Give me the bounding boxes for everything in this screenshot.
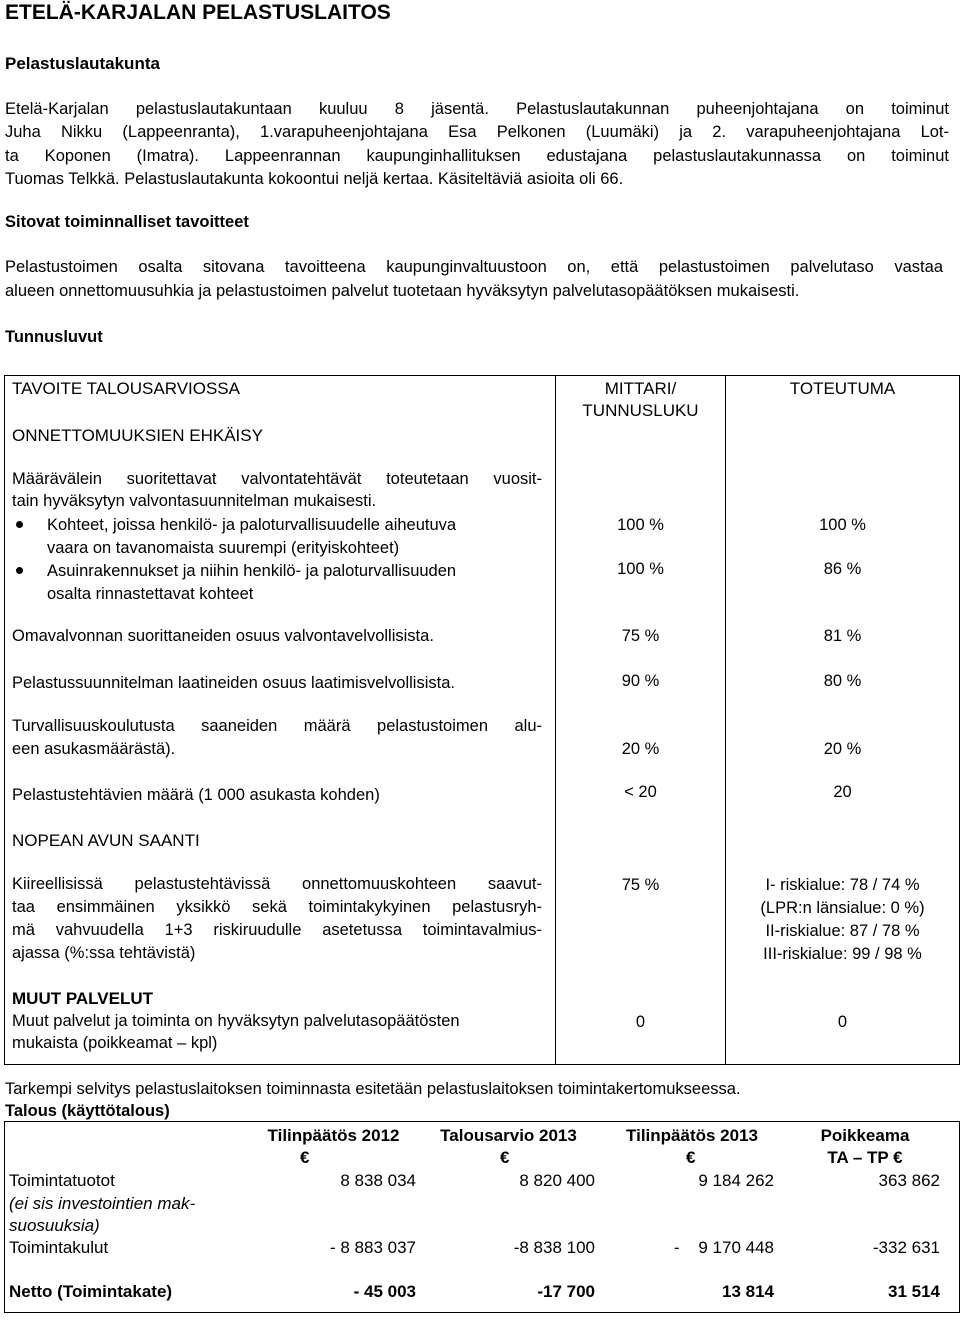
row-rescue-tasks-label: Pelastustehtävien määrä (1 000 asukasta kohden) — [12, 786, 380, 804]
bullet-dot-icon — [16, 521, 23, 528]
other-services-title: MUUT PALVELUT — [12, 989, 154, 1008]
finance-table-left-border — [4, 1121, 5, 1313]
goals-title: Sitovat toiminnalliset tavoitteet — [5, 213, 249, 231]
finance-row-net-value-4: 31 514 — [888, 1282, 940, 1301]
bullet-1-result: 100 % — [819, 516, 866, 534]
finance-row-expenses-value-4: -332 631 — [872, 1238, 940, 1257]
finance-col-4-label: Poikkeama — [820, 1126, 910, 1145]
bullet-2-metric: 100 % — [617, 560, 664, 578]
finance-row-income-note-1: (ei sis investointien mak- — [9, 1194, 196, 1213]
intro-line-2: Juha Nikku (Lappeenranta), 1.varapuheenjohtajana Esa Pelkonen (Luumäki) ja 2. varapuheenjohtajana Lot- — [5, 123, 949, 141]
other-services-metric: 0 — [635, 1013, 646, 1031]
row-self-inspection-metric: 75 % — [621, 627, 660, 645]
bullet-1-metric: 100 % — [617, 516, 664, 534]
other-services-line-2: mukaista (poikkeamat – kpl) — [12, 1034, 218, 1052]
kpi-table-left-border — [4, 375, 5, 1065]
finance-row-income-note-2: suosuuksia) — [9, 1216, 100, 1235]
intro-line-1: Etelä-Karjalan pelastuslautakuntaan kuuluu 8 jäsentä. Pelastuslautakunnan puheenjohtajana on toiminut — [5, 100, 949, 118]
row-rescue-plan-metric: 90 % — [621, 672, 660, 690]
finance-col-2-label: Talousarvio 2013 — [440, 1126, 577, 1145]
col-header-target: TAVOITE TALOUSARVIOSSA — [12, 379, 240, 398]
finance-row-net-value-2: -17 700 — [537, 1282, 595, 1301]
finance-col-2-unit: € — [500, 1148, 510, 1167]
finance-row-expenses-value-3: - 9 170 448 — [673, 1238, 774, 1257]
first-aid-metric: 75 % — [621, 876, 660, 894]
row-rescue-plan-label: Pelastussuunnitelman laatineiden osuus laatimisvelvollisista. — [12, 674, 455, 692]
bullet-1-line-2: vaara on tavanomaista suurempi (erityiskohteet) — [47, 539, 400, 557]
finance-row-net-value-1: - 45 003 — [353, 1282, 416, 1301]
finance-row-income-value-1: 8 838 034 — [340, 1171, 416, 1190]
row-self-inspection-result: 81 % — [823, 627, 862, 645]
bullet-dot-icon — [16, 567, 23, 574]
finance-col-1-label: Tilinpäätös 2012 — [267, 1126, 400, 1145]
bullet-2-line-1: Asuinrakennukset ja niihin henkilö- ja paloturvallisuuden — [47, 562, 457, 580]
org-title: ETELÄ-KARJALAN PELASTUSLAITOS — [5, 1, 391, 24]
finance-col-1-unit: € — [300, 1148, 310, 1167]
finance-row-expenses-label: Toimintakulut — [9, 1238, 109, 1257]
finance-row-expenses-value-2: -8 838 100 — [513, 1238, 595, 1257]
finance-row-expenses-value-1: - 8 883 037 — [329, 1238, 416, 1257]
bullet-2-line-2: osalta rinnastettavat kohteet — [47, 585, 254, 603]
kpi-table-bottom-border — [4, 1064, 960, 1065]
finance-col-3-label: Tilinpäätös 2013 — [626, 1126, 758, 1145]
first-aid-result-1: I- riskialue: 78 / 74 % — [765, 876, 920, 894]
other-services-result: 0 — [837, 1013, 848, 1031]
col-header-result: TOTEUTUMA — [789, 379, 896, 398]
kpi-table-top-border — [4, 375, 960, 376]
col-header-metric-1: MITTARI/ — [604, 379, 677, 398]
finance-table-bottom-border — [4, 1312, 960, 1313]
first-aid-result-4: III-riskialue: 99 / 98 % — [763, 945, 922, 963]
row-safety-training-line-2: een asukasmäärästä). — [12, 740, 176, 758]
bullet-2-result: 86 % — [823, 560, 862, 578]
col-header-metric-2: TUNNUSLUKU — [582, 401, 699, 420]
first-aid-title: NOPEAN AVUN SAANTI — [12, 831, 200, 850]
intro-line-4: Tuomas Telkkä. Pelastuslautakunta kokoontui neljä kertaa. Käsiteltäviä asioita oli 66. — [5, 170, 624, 188]
finance-row-net-label: Netto (Toimintakate) — [9, 1282, 173, 1301]
first-aid-result-3: II-riskialue: 87 / 78 % — [765, 922, 920, 940]
goals-line-2: alueen onnettomuusuhkia ja pelastustoimen palvelut tuotetaan hyväksytyn palvelutasopäätöksen mukaisesti. — [5, 282, 800, 300]
finance-table-top-border — [4, 1121, 960, 1122]
finance-col-4-unit: TA – TP € — [827, 1148, 903, 1167]
finance-row-income-value-4: 363 862 — [878, 1171, 940, 1190]
finance-title: Talous (käyttötalous) — [5, 1102, 170, 1120]
first-aid-line-3: mä vahvuudella 1+3 riskiruudulle asetetussa toimintavalmius- — [12, 921, 542, 939]
kpi-heading: Tunnusluvut — [5, 328, 103, 346]
row-rescue-plan-result: 80 % — [823, 672, 862, 690]
other-services-line-1: Muut palvelut ja toiminta on hyväksytyn palvelutasopäätösten — [12, 1012, 460, 1030]
intro-line-3: ta Koponen (Imatra). Lappeenrannan kaupunginhallituksen edustajana pelastuslautakunnassa on toiminut — [5, 147, 949, 165]
finance-col-3-unit: € — [686, 1148, 696, 1167]
first-aid-line-1: Kiireellisissä pelastustehtävissä onnettomuuskohteen saavut- — [12, 875, 542, 893]
section-title: Pelastuslautakunta — [5, 54, 160, 73]
accident-prevention-intro-1: Määrävälein suoritettavat valvontatehtävät toteutetaan vuosit- — [12, 470, 542, 488]
accident-prevention-title: ONNETTOMUUKSIEN EHKÄISY — [12, 426, 263, 445]
finance-row-net-value-3: 13 814 — [722, 1282, 774, 1301]
finance-row-income-value-3: 9 184 262 — [698, 1171, 774, 1190]
bullet-1-line-1: Kohteet, joissa henkilö- ja paloturvallisuudelle aiheutuva — [47, 516, 457, 534]
finance-row-income-value-2: 8 820 400 — [519, 1171, 595, 1190]
row-rescue-tasks-result: 20 — [833, 783, 852, 801]
row-rescue-tasks-metric: < 20 — [624, 783, 657, 801]
goals-line-1: Pelastustoimen osalta sitovana tavoitteena kaupunginvaltuustoon on, että pelastustoimen palvelutaso vastaa — [5, 258, 943, 276]
accident-prevention-intro-2: tain hyväksytyn valvontasuunnitelman mukaisesti. — [12, 492, 377, 510]
row-self-inspection-label: Omavalvonnan suorittaneiden osuus valvontavelvollisista. — [12, 627, 434, 645]
first-aid-line-2: taa ensimmäinen yksikkö sekä toimintakykyinen pelastusryh- — [12, 898, 542, 916]
finance-row-income-label: Toimintatuotot — [9, 1171, 115, 1190]
first-aid-result-2: (LPR:n länsialue: 0 %) — [760, 899, 925, 917]
row-safety-training-line-1: Turvallisuuskoulutusta saaneiden määrä pelastustoimen alu- — [12, 717, 542, 735]
row-safety-training-result: 20 % — [823, 740, 862, 758]
kpi-table-divider-1 — [555, 375, 556, 1065]
first-aid-line-4: ajassa (%:ssa tehtävistä) — [12, 944, 196, 962]
row-safety-training-metric: 20 % — [621, 740, 660, 758]
footnote: Tarkempi selvitys pelastuslaitoksen toiminnasta esitetään pelastuslaitoksen toimintakertomukseessa. — [5, 1080, 741, 1098]
